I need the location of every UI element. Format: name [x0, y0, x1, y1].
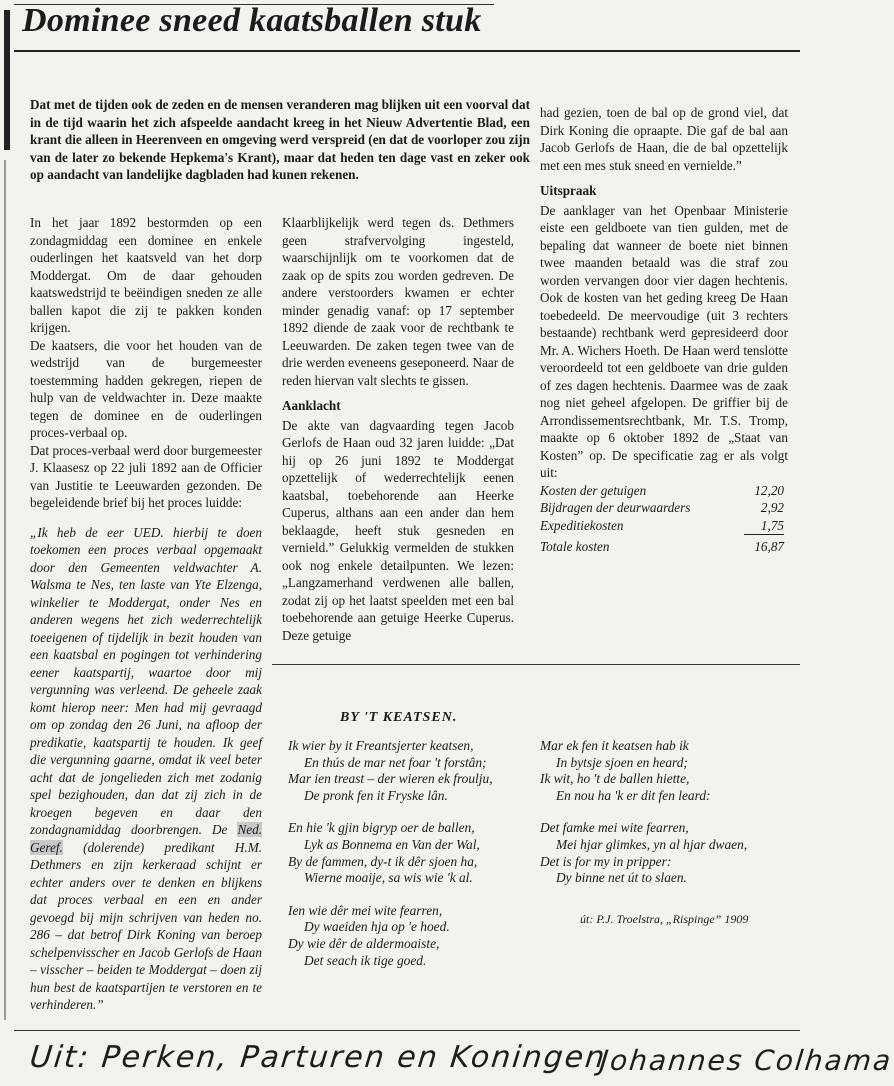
scan-edge-line [4, 160, 6, 1020]
column-2 [282, 214, 514, 644]
title-rule [14, 50, 800, 52]
poem-separator-rule [272, 664, 800, 665]
poem-line: De pronk fen it Fryske lân. [304, 787, 448, 803]
poem-line: Ik wit, ho 't de ballen hiette, [540, 771, 690, 787]
column-3 [540, 104, 788, 556]
poem-line: Det famke mei wite fearren, [540, 820, 689, 836]
poem-line: Ik wier by it Freantsjerter keatsen, [288, 738, 474, 753]
poem-line: Dy wie dêr de aldermoaiste, [288, 935, 440, 951]
section-heading-aanklacht: Aanklacht [282, 398, 341, 413]
poem-line: En thús de mar net foar 't forstân; [304, 754, 487, 770]
poem-line: Det is for my in pripper: [540, 853, 672, 869]
handwritten-signature: Johannes Colhama [598, 1044, 894, 1077]
cost-label: Bijdragen der deurwaarders [540, 500, 691, 515]
cost-amount: 1,75 [744, 517, 784, 535]
section-heading-uitspraak: Uitspraak [540, 183, 597, 198]
letter-text: (dolerende) predikant H.M. Dethmers en zijn kerkeraad schijnt er echter anders over te denken en blijkens dat proces verbaal en een en ander gevoegd bij mijn schrijven van heden no. 286 – dat betrof Dirk Koning van beroep schelpenvisscher en Jacob Gerlofs de Haan – visscher – beiden te Moddergat – doen zij hun best de kaatspartijen te verstoren en te verhinderen.” [30, 839, 262, 1012]
poem-stanza [540, 820, 790, 886]
poem-line: Ien wie dêr mei wite fearren, [288, 902, 443, 918]
poem-line: Mar ien treast – der wieren ek froulju, [288, 771, 493, 787]
letter-text: „Ik heb de eer UED. hierbij te doen toekomen een proces verbaal opgemaakt door den Gemeenten veldwachter A. Walsma te Nes, ten laste van Yte Elzenga, winkelier te Moddergat, onder Nes en anderen wegens het zich wederrechtelijk toeeigenen of tijdelijk in bezit houden van een kaatsbal en pogingen tot verhindering eener kaatspartij, waartoe door mij vergunning was verleend. De geheele zaak komt hierop neer: Men had mij gevraagd om op zondag den 26 Juni, na afloop der predikatie, kaatspartij te houden. Ik geef die vergunning gaarne, omdat ik veel beter acht dat de jongelieden zich met zodanig spel bezighouden, dan dat zij zich in de kroegen begeven en daar den zondagnamiddag doorbrengen. De [30, 524, 262, 837]
poem-stanza [288, 738, 528, 804]
paragraph: De kaatsers, die voor het houden van de wedstrijd van de burgemeester toestemming hadden gekregen, riepen de hulp van de veldwachter in. Deze maakte tegen de dominee en de ouderlingen proces-verbaal op. [30, 337, 262, 440]
cost-row [540, 517, 784, 535]
paragraph: Klaarblijkelijk werd tegen ds. Dethmers geen strafvervolging ingesteld, waarschijnlijk om te voorkomen dat de zaak op de spits zou worden gedreven. De andere verstoorders kwamen er echter minder genadig vanaf: op 17 september 1892 diende de zaak voor de rechtbank te Leeuwarden. De zaken tegen twee van de drie werden eveneens geseponeerd. Naar de reden hiervan valt slechts te gissen. [282, 215, 514, 388]
poem-stanza [288, 820, 528, 886]
poem-stanza [540, 738, 790, 804]
paragraph: had gezien, toen de bal op de grond viel, dat Dirk Koning die opraapte. Die gaf de bal aan Jacob Gerlofs de Haan, die de bal opzettelijk met een mes stuk sneed en vernielde.” [540, 105, 788, 173]
poem-left-column [288, 738, 528, 985]
cost-row [540, 499, 784, 517]
poem-line: Mei hjar glimkes, yn al hjar dwaen, [556, 836, 748, 852]
poem-stanza [288, 903, 528, 969]
cost-amount: 2,92 [760, 500, 784, 515]
poem-line: En hie 'k gjin bigryp oer de ballen, [288, 820, 475, 836]
poem-line: En nou ha 'k er dit fen leard: [556, 787, 711, 803]
article-lead: Dat met de tijden ook de zeden en de mensen veranderen mag blijken uit een voorval dat in de tijd waarin het zich afspeelde aandacht kreeg in het Nieuw Advertentie Blad, een krant die alleen in Heerenveen en omgeving werd verspreid (en dat de voorloper zou zijn van de later zo bekende Hepkema's Krant), maar dat heden ten dage vast en zeker ook op aandacht van landelijke dagbladen had kunen rekenen. [30, 97, 530, 182]
poem-line: Wierne moaije, sa wis wie 'k al. [304, 870, 473, 886]
cost-label: Expeditiekosten [540, 517, 624, 533]
cost-total-label: Totale kosten [540, 538, 610, 554]
highlighted-text: Ned. Geref. [30, 822, 262, 855]
column-1 [30, 214, 262, 1014]
poem-line: Dy waeiden hja op 'e hoed. [304, 919, 450, 935]
cost-label: Kosten der getuigen [540, 482, 647, 498]
article-title: Dominee sneed kaatsballen stuk [22, 2, 482, 39]
paragraph: In het jaar 1892 bestormden op een zondagmiddag een dominee en enkele ouderlingen het kaatsveld van het dorp Moddergat. Om de daar gehouden kaatswedstrijd te beëindigen sneden ze alle ballen kapot die zij te pakken konden krijgen. [30, 215, 262, 335]
poem-line: Det seach ik tige goed. [304, 952, 427, 968]
poem-source: út: P.J. Troelstra, „Rispinge” 1909 [580, 912, 749, 926]
cost-total-amount: 16,87 [754, 539, 784, 554]
scan-edge-mark [4, 10, 10, 150]
cost-total-row [540, 535, 784, 556]
poem-line: Dy binne net út to slaen. [556, 870, 687, 886]
cost-amount: 12,20 [754, 482, 784, 498]
bottom-rule [14, 1030, 800, 1031]
poem-line: In bytsje sjoen en heard; [556, 754, 688, 770]
poem-right-column [540, 738, 790, 903]
cost-row [540, 482, 784, 500]
handwritten-source-note: Uit: Perken, Parturen en Koningen [28, 1040, 609, 1075]
paragraph: De akte van dagvaarding tegen Jacob Gerlofs de Haan oud 32 jaren luidde: „Dat hij op 26 juni 1892 te Moddergat opzettelijk of wederrechtelijk eenen kaatsbal, toebehorende aan Heerke Cuperus, althans aan een ander dan hem beklaagde, heeft stuk gesneden en vernield.” Gelukkig vermelden de stukken ook nog enkele detailpunten. We lezen: „Langzamerhand verdwenen alle ballen, zodat zij op het laatst speelden met een bal toebehorende aan getuige Heerke Cuperus. Deze getuige [282, 417, 514, 643]
paragraph: De aanklager van het Openbaar Ministerie eiste een geldboete van tien gulden, met de bepaling dat wanneer de boete niet binnen twee maanden betaald was die straf zou worden vervangen door vier dagen hechtenis. Ook de kosten van het geding kreeg De Haan toebedeeld. De meervoudige (uit 3 rechters bestaande) rechtbank werd gepresideerd door Mr. A. Wichers Hoeth. De Haan werd tenslotte veroordeeld tot een geldboete van drie gulden of zes dagen hechtenis. Daarmee was de zaak nog niet geheel afgelopen. De griffier bij de Arrondissementsrechtbank, Mr. T.S. Tromp, maakte op 6 oktober 1892 de „Staat van Kosten” op. De specificatie zag er als volgt uit: [540, 202, 788, 480]
cost-table [540, 482, 784, 556]
poem-line: By de fammen, dy-t ik dêr sjoen ha, [288, 853, 478, 869]
paragraph: Dat proces-verbaal werd door burgemeester J. Klaasesz op 22 juli 1892 aan de Officier van Justitie te Leeuwarden gezonden. De begeleidende brief bij het proces luidde: [30, 442, 262, 510]
poem-line: Lyk as Bonnema en Van der Wal, [304, 836, 480, 852]
poem-line: Mar ek fen it keatsen hab ik [540, 738, 689, 753]
poem-title: BY 'T KEATSEN. [340, 710, 458, 725]
quoted-letter [30, 524, 262, 1014]
